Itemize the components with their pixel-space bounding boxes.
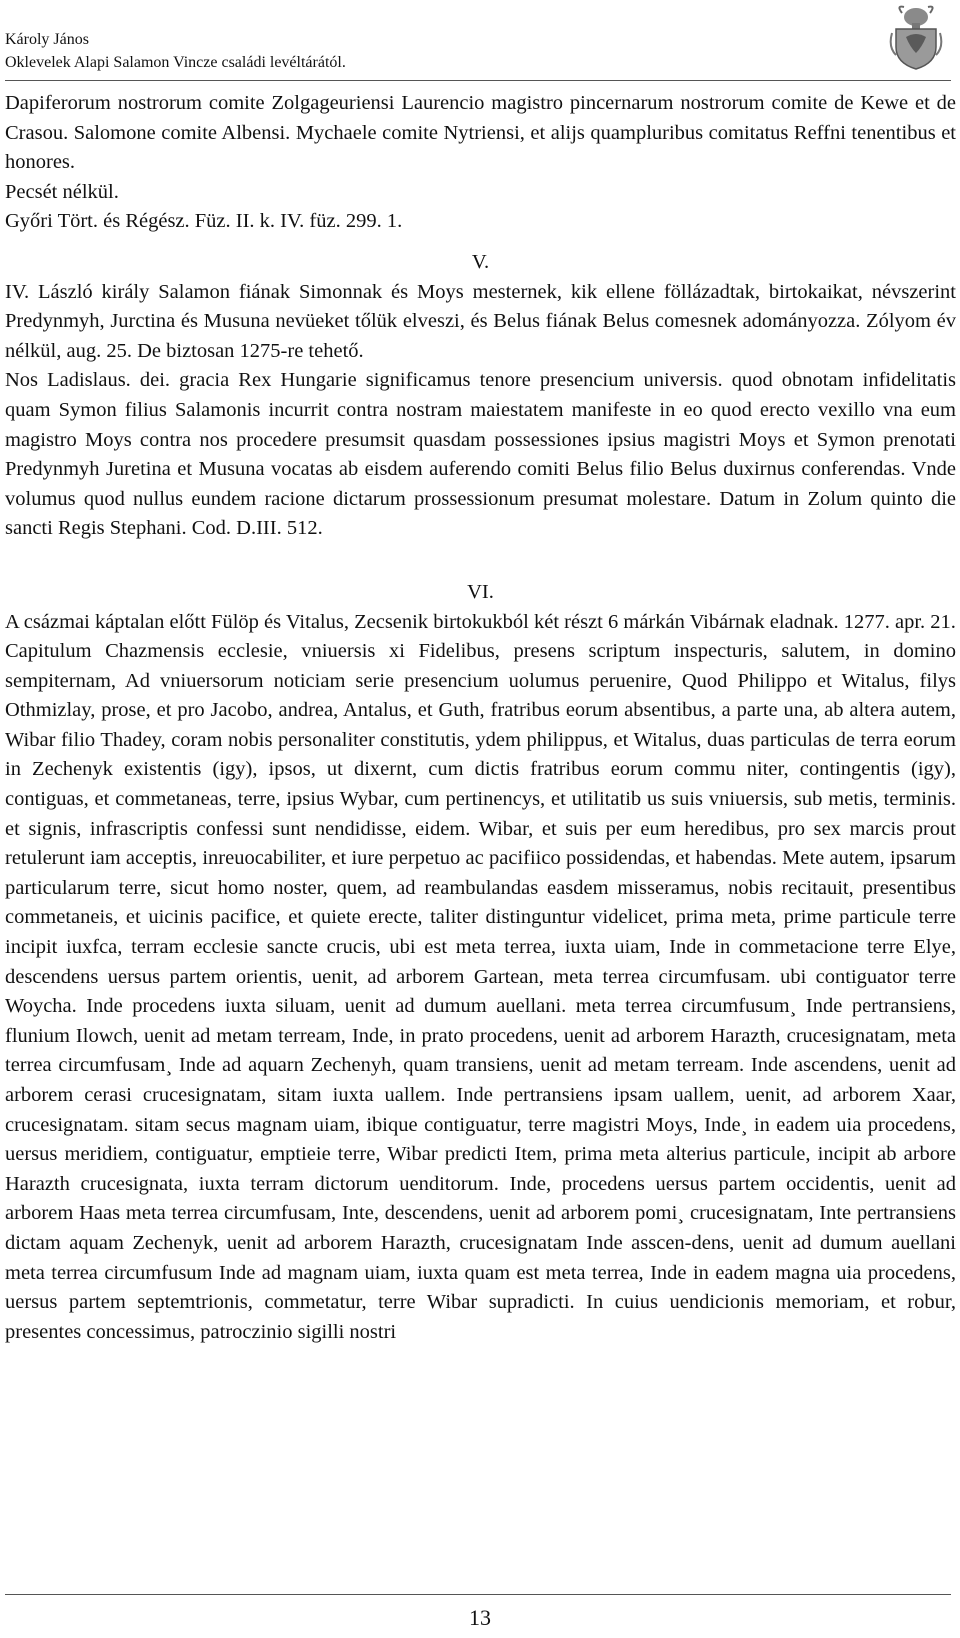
section-heading: VI.: [467, 580, 494, 603]
header-divider: [5, 80, 951, 81]
section-summary: IV. László király Salamon fiának Simonnak és Moys mesternek, kik ellene föllázadtak, birtokaikat, névszerint Predynmyh, Jurctina és Musuna nevüeket tőlük elveszi, és Belus fiának Belus comesnek adományozza. Zólyom év nélkül, aug. 25. De biztosan 1275-re tehető.: [5, 280, 956, 362]
charter-text: Capitulum Chazmensis ecclesie, vniuersis xi Fidelibus, presens scriptum inspecturis, salutem, in domino sempiternam, Ad vniuersorum noticiam serie presencium uolumus peruenire, Quod Philippo et Witalus, filys Othmizlay, prose, et pro Jacobo, andrea, Antalus, et Guth, fratribus eorum absentibus, a parte una, ab altera autem, Wibar filio Thadey, coram nobis personaliter constitutis, ydem philippus, et Witalus, duas particulas de terra eorum in Zechenyk existentis (igy), ipsos, ut dixernt, cum dictis fratribus eorum commu niter, contingentis (igy), contiguas, et commetaneas, terre, ipsius Wybar, cum pertinencys, et utilitatib us suis vniuersis, sub metis, terminis. et signis, infrascriptis confessi sunt nendidisse, eidem. Wibar, et suis per eum heredibus, pro sex marcis prout retulerunt iam acceptis, inreuocabiliter, et iure perpetuo ac pacifiico possidendas, et habendas. Mete autem, ipsarum particularum terre, sicut homo noster, quem, ad reambulandas easdem misseramus, nobis recitauit, presentibus commetaneis, et uicinis pacifice, et quiete erecte, taliter distinguntur videlicet, prima meta, prime particule terre incipit iuxfca, terram ecclesie sancte crucis, ubi est meta terrea, iuxta uiam, Inde in commetacione terre Elye, descendens uersus partem orientis, uenit, ad arborem Gartean, meta terrea circumfusam. ubi contiguator terre Woycha. Inde procedens iuxta siluam, uenit ad dumum auellani. meta terrea circumfusum¸ Inde pertransiens, flunium Ilowch, uenit ad metam terream, Inde, in prato procedens, uenit ad arborem Harazth, crucesignatam, meta terrea circumfusam¸ Inde ad aquarn Zechenyh, quam transiens, uenit ad metam terream. Inde ascendens, uenit ad arborem cerasi crucesignatam, sitam iuxta uallem. Inde pertransiens ipsam uallem, uenit, ad arborem Xaar, crucesignatam. sitam secus magnam uiam, ibique contiguatur, terre magistri Moys, Inde¸ in eadem uia procedens, uersus meridiem, contiguatur, emptieie terre, Wibar predicti Item, prima meta alterius particule, incipit ab arbore Harazth crucesignata, iuxta terram dictorum uenditorum. Inde, procedens uersus partem occidentis, uenit ad arborem Haas meta terrea circumfusam, Inte, descendens, uenit ad arborem pomi¸ crucesignatam, Inte pertransiens dictam aquam Zechenyk, uenit ad arborem Harazth, crucesignatam Inde asscen-dens, uenit ad dumum auellani meta terrea circumfusum Inde ad magnam uiam, iuxta quam est meta terrea, Inde in eadem magna uia procedens, uersus partem septemtrionis, commetatur, terre Wibar supradicti. In cuius uendicionis memoriam, et robur, presentes concessimus, patroczinio sigilli nostri: [5, 640, 956, 1343]
paragraph: Dapiferorum nostrorum comite Zolgageuriensi Laurencio magistro pincernarum nostrorum comite de Kewe et de Crasou. Salomone comite Albensi. Mychaele comite Nytriensi, et alijs quampluribus comitatus Reffni tenentibus et honores.: [5, 92, 956, 174]
charter-text: Nos Ladislaus. dei. gracia Rex Hungarie significamus tenore presencium universis. quod obnotam infidelitatis quam Symon filius Salamonis incurrit contra nostram maiestatem manifeste in eo quod erecto vexillo vna eum magistro Moys contra nos procedere presumsit quasdam possessiones ipsius magistri Moys et Symon prenotati Predynmyh Juretina et Musuna vocatas ab eisdem auferendo comiti Belus filio Belus duxirnus conferendas. Vnde volumus quod nullus eundem racione dictarum prossessionum presumat molestare. Datum in Zolum quinto die sancti Regis Stephani. Cod. D.III. 512.: [5, 369, 956, 540]
section-heading: V.: [471, 250, 490, 273]
spacer: [5, 544, 956, 578]
spacer: [5, 237, 956, 248]
coat-of-arms-icon: [888, 3, 944, 71]
header-author: Károly János: [5, 31, 89, 48]
header-title: Oklevelek Alapi Salamon Vincze családi levéltárától.: [5, 54, 346, 71]
section-summary: A csázmai káptalan előtt Fülöp és Vitalus, Zecsenik birtokukból két részt 6 márkán Vibárnak eladnak. 1277. apr. 21.: [5, 610, 956, 633]
page-content: [5, 89, 956, 1347]
page-header: [5, 28, 945, 78]
citation: Győri Tört. és Régész. Füz. II. k. IV. füz. 299. 1.: [5, 210, 403, 233]
page-number: 13: [469, 1605, 491, 1630]
paragraph: Pecsét nélkül.: [5, 180, 119, 203]
footer-divider: [5, 1594, 951, 1595]
